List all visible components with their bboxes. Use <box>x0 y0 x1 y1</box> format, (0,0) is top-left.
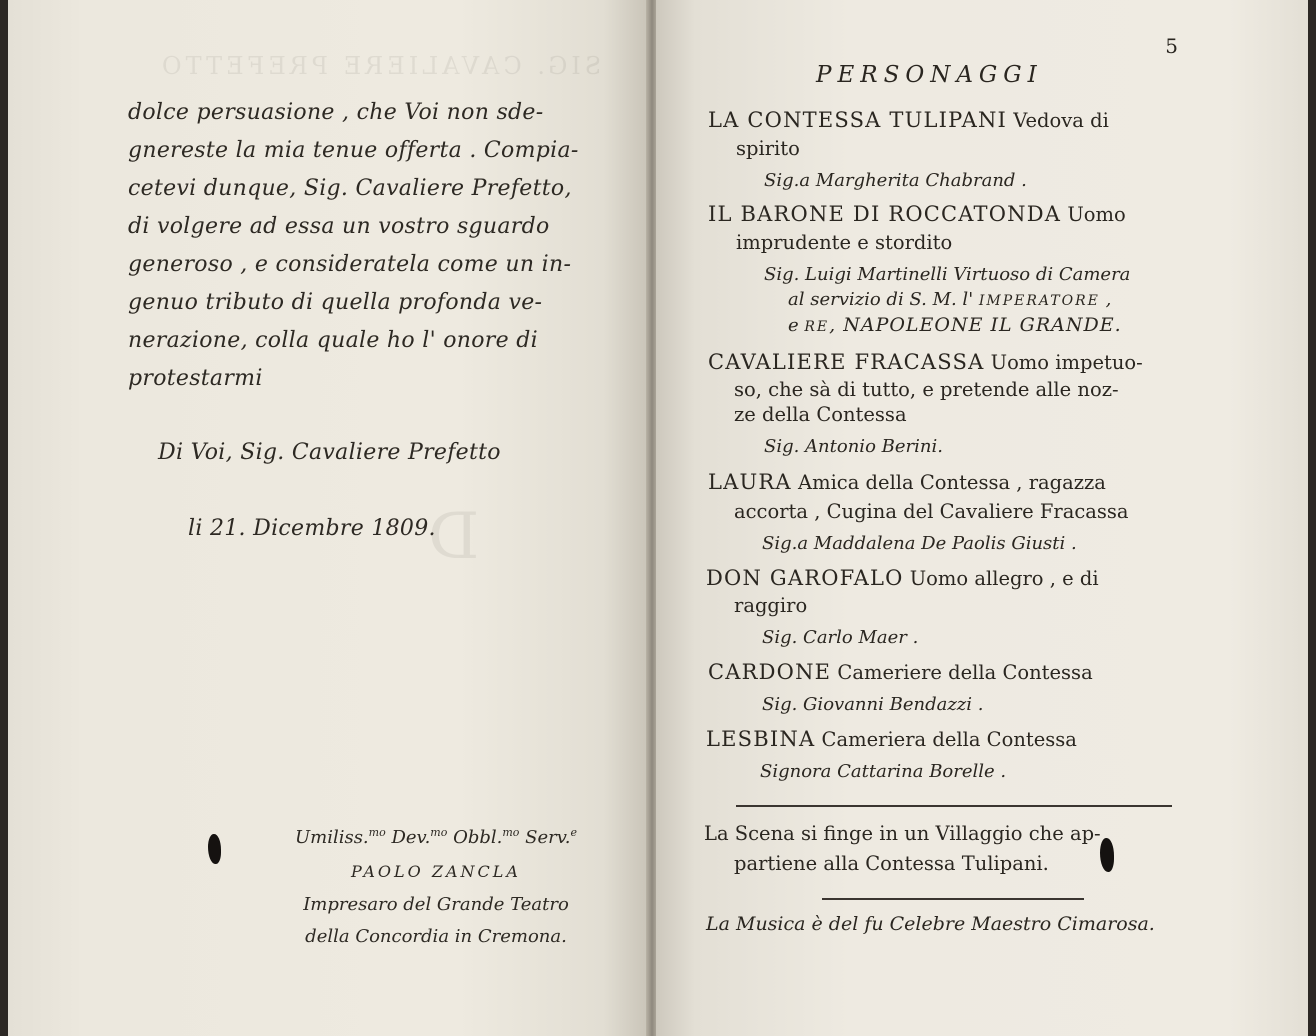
actor-name: Signora Cattarina Borelle . <box>760 761 1007 782</box>
ink-blot <box>208 834 221 864</box>
show-through-initial: D <box>428 500 480 574</box>
actor-name: Sig. Giovanni Bendazzi . <box>762 694 984 715</box>
character-entry: LESBINA Cameriera della Contessa <box>706 727 1077 751</box>
actor-detail: e RE, NAPOLEONE IL GRANDE. <box>788 314 1122 336</box>
date-line: li 21. Dicembre 1809. <box>188 516 436 541</box>
show-through-text: SIG. CAVALIERE PREFETTO <box>158 52 602 80</box>
signature-name: PAOLO ZANCLA <box>351 862 521 881</box>
divider-rule <box>822 898 1084 900</box>
character-entry: LA CONTESSA TULIPANI Vedova di <box>708 108 1109 132</box>
character-description: so, che sà di tutto, e pretende alle noz- <box>734 378 1119 401</box>
character-entry: DON GAROFALO Uomo allegro , e di <box>706 566 1099 590</box>
actor-name: Sig. Antonio Berini. <box>764 436 943 457</box>
character-description: imprudente e stordito <box>736 231 953 254</box>
body-line: dolce persuasione , che Voi non sde- <box>128 100 544 125</box>
signature-salutation: Umiliss.$^{mo}$ Dev.$^{mo}$ Obbl.$^{mo}$ Serv.$^e$ <box>294 826 578 848</box>
character-name: LESBINA <box>706 727 816 751</box>
character-entry: IL BARONE DI ROCCATONDA Uomo <box>708 202 1126 226</box>
signature-title-line: della Concordia in Cremona. <box>305 926 567 947</box>
character-entry: CARDONE Cameriere della Contessa <box>708 660 1093 684</box>
character-name: IL BARONE DI ROCCATONDA <box>708 202 1062 226</box>
character-name: LA CONTESSA TULIPANI <box>708 108 1008 132</box>
character-name: LAURA <box>708 470 792 494</box>
closing-line: Di Voi, Sig. Cavaliere Prefetto <box>158 440 501 465</box>
scene-description: La Scena si finge in un Villaggio che ap- <box>704 822 1101 845</box>
body-line: gnereste la mia tenue offerta . Compia- <box>128 138 579 163</box>
character-description: accorta , Cugina del Cavaliere Fracassa <box>734 500 1129 523</box>
body-line: di volgere ad essa un vostro sguardo <box>128 214 550 239</box>
actor-name: Sig. Luigi Martinelli Virtuoso di Camera <box>764 264 1131 285</box>
actor-detail: al servizio di S. M. l' IMPERATORE , <box>788 289 1112 310</box>
scene-description: partiene alla Contessa Tulipani. <box>734 852 1049 875</box>
divider-rule <box>736 805 1172 807</box>
cast-heading: PERSONAGGI <box>816 62 1043 88</box>
character-description: spirito <box>736 137 800 160</box>
character-entry: CAVALIERE FRACASSA Uomo impetuo- <box>708 350 1143 374</box>
actor-name: Sig.a Maddalena De Paolis Giusti . <box>762 533 1077 554</box>
body-line: generoso , e consideratela come un in- <box>128 252 572 277</box>
right-page <box>656 0 1308 1036</box>
page-number: 5 <box>1165 34 1178 58</box>
music-credit: La Musica è del fu Celebre Maestro Cimarosa. <box>706 913 1155 935</box>
actor-name: Sig.a Margherita Chabrand . <box>764 170 1027 191</box>
ink-blot <box>1100 838 1114 872</box>
body-line: genuo tributo di quella profonda ve- <box>128 290 543 315</box>
signature-title-line: Impresaro del Grande Teatro <box>303 894 569 915</box>
character-name: CARDONE <box>708 660 832 684</box>
actor-name: Sig. Carlo Maer . <box>762 627 919 648</box>
body-line: nerazione, colla quale ho l' onore di <box>128 328 538 353</box>
body-line: cetevi dunque, Sig. Cavaliere Prefetto, <box>128 176 572 201</box>
left-page <box>8 0 648 1036</box>
character-entry: LAURA Amica della Contessa , ragazza <box>708 470 1106 494</box>
character-description: ze della Contessa <box>734 403 907 426</box>
body-line: protestarmi <box>128 366 263 391</box>
character-name: CAVALIERE FRACASSA <box>708 350 985 374</box>
character-name: DON GAROFALO <box>706 566 904 590</box>
character-description: raggiro <box>734 594 808 617</box>
